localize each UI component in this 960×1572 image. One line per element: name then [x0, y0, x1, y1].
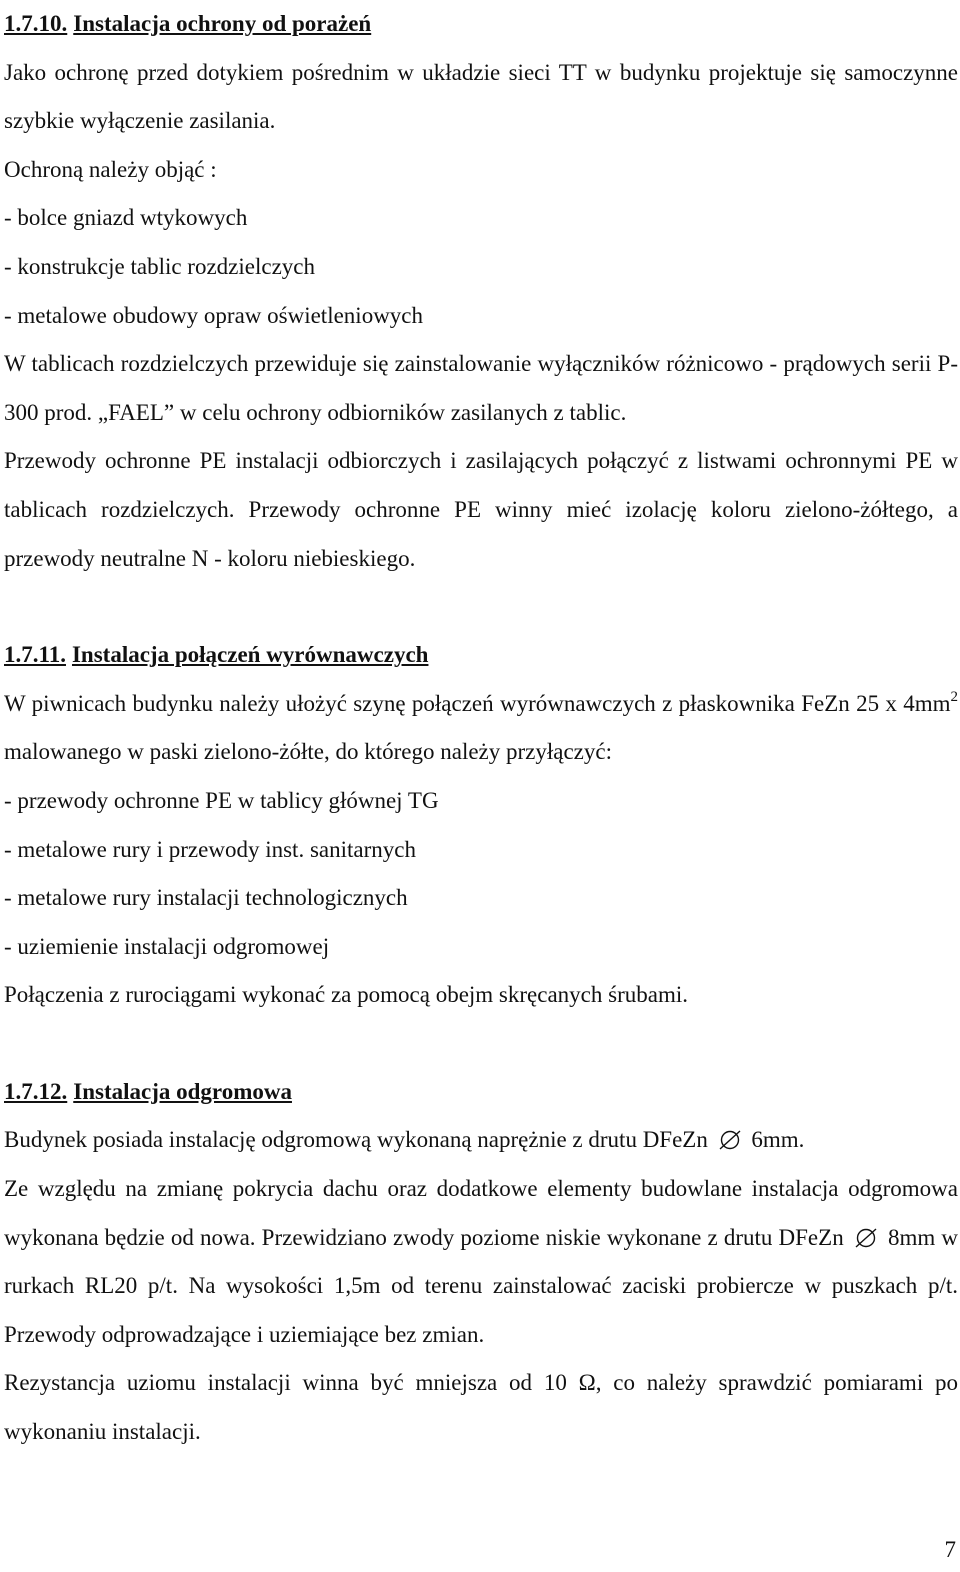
paragraph: Rezystancja uziomu instalacji winna być mniejsza od 10 Ω, co należy sprawdzić pomiarami po wykonaniu instalacji. — [4, 1370, 958, 1445]
list-item: - przewody ochronne PE w tablicy głównej TG — [4, 787, 439, 813]
section-equipotential — [4, 631, 958, 1020]
section-number: 1.7.12. — [4, 1078, 68, 1104]
list-item: - metalowe rury instalacji technologicznych — [4, 885, 408, 911]
section-title: Instalacja połączeń wyrównawczych — [71, 642, 429, 668]
paragraph-text: 6mm. — [745, 1127, 805, 1153]
document-page — [4, 0, 958, 1457]
section-gap — [4, 583, 958, 631]
list-item: - konstrukcje tablic rozdzielczych — [4, 253, 315, 279]
superscript: 2 — [950, 688, 958, 705]
paragraph-text: 8mm w rurkach RL20 p/t. Na wysokości 1,5m od terenu zainstalować zaciski probiercze w puszkach p/t. Przewody odprowadzające i uziemiające bez zmian. — [4, 1224, 959, 1347]
list-intro: Ochroną należy objąć : — [4, 156, 217, 182]
section-heading — [4, 631, 958, 680]
paragraph: Jako ochronę przed dotykiem pośrednim w układzie sieci TT w budynku projektuje się samoczynne szybkie wyłączenie zasilania. — [4, 59, 958, 134]
section-protection — [4, 0, 958, 583]
list-item: - bolce gniazd wtykowych — [4, 205, 248, 231]
paragraph — [4, 1116, 958, 1165]
section-gap — [4, 1020, 958, 1068]
list-item: - metalowe obudowy opraw oświetleniowych — [4, 302, 424, 328]
paragraph-text: malowanego w paski zielono-żółte, do którego należy przyłączyć: — [4, 739, 612, 765]
paragraph: Przewody ochronne PE instalacji odbiorczych i zasilających połączyć z listwami ochronnymi PE w tablicach rozdzielczych. Przewody ochronne PE winny mieć izolację koloru zielono-żółtego, a przewody neutralne N - koloru niebieskiego. — [4, 448, 958, 571]
paragraph-text: Budynek posiada instalację odgromową wykonaną naprężnie z drutu DFeZn — [4, 1127, 714, 1153]
section-heading — [4, 1068, 958, 1117]
paragraph — [4, 1165, 958, 1359]
section-heading — [4, 0, 958, 49]
paragraph — [4, 680, 958, 777]
section-number: 1.7.11. — [4, 642, 66, 668]
list-item: - metalowe rury i przewody inst. sanitarnych — [4, 836, 416, 862]
paragraph-text: Ze względu na zmianę pokrycia dachu oraz dodatkowe elementy budowlane instalacja odgromowa wykonana będzie od nowa. Przewidziano zwody poziome niskie wykonane z drutu DFeZn — [4, 1176, 958, 1250]
list-item: - uziemienie instalacji odgromowej — [4, 933, 330, 959]
page-number: 7 — [944, 1537, 956, 1562]
diameter-symbol-icon — [714, 1116, 746, 1165]
diameter-symbol-icon — [850, 1214, 882, 1263]
paragraph-text: W piwnicach budynku należy ułożyć szynę połączeń wyrównawczych z płaskownika FeZn 25 x 4mm — [4, 690, 951, 716]
paragraph: Połączenia z rurociągami wykonać za pomocą obejm skręcanych śrubami. — [4, 982, 688, 1008]
paragraph: W tablicach rozdzielczych przewiduje się zainstalowanie wyłączników różnicowo - prądowych serii P-300 prod. „FAEL” w celu ochrony odbiorników zasilanych z tablic. — [4, 351, 958, 425]
section-title: Instalacja ochrony od porażeń — [73, 11, 372, 36]
section-lightning — [4, 1068, 958, 1457]
section-number: 1.7.10. — [4, 11, 68, 36]
section-title: Instalacja odgromowa — [73, 1078, 292, 1104]
